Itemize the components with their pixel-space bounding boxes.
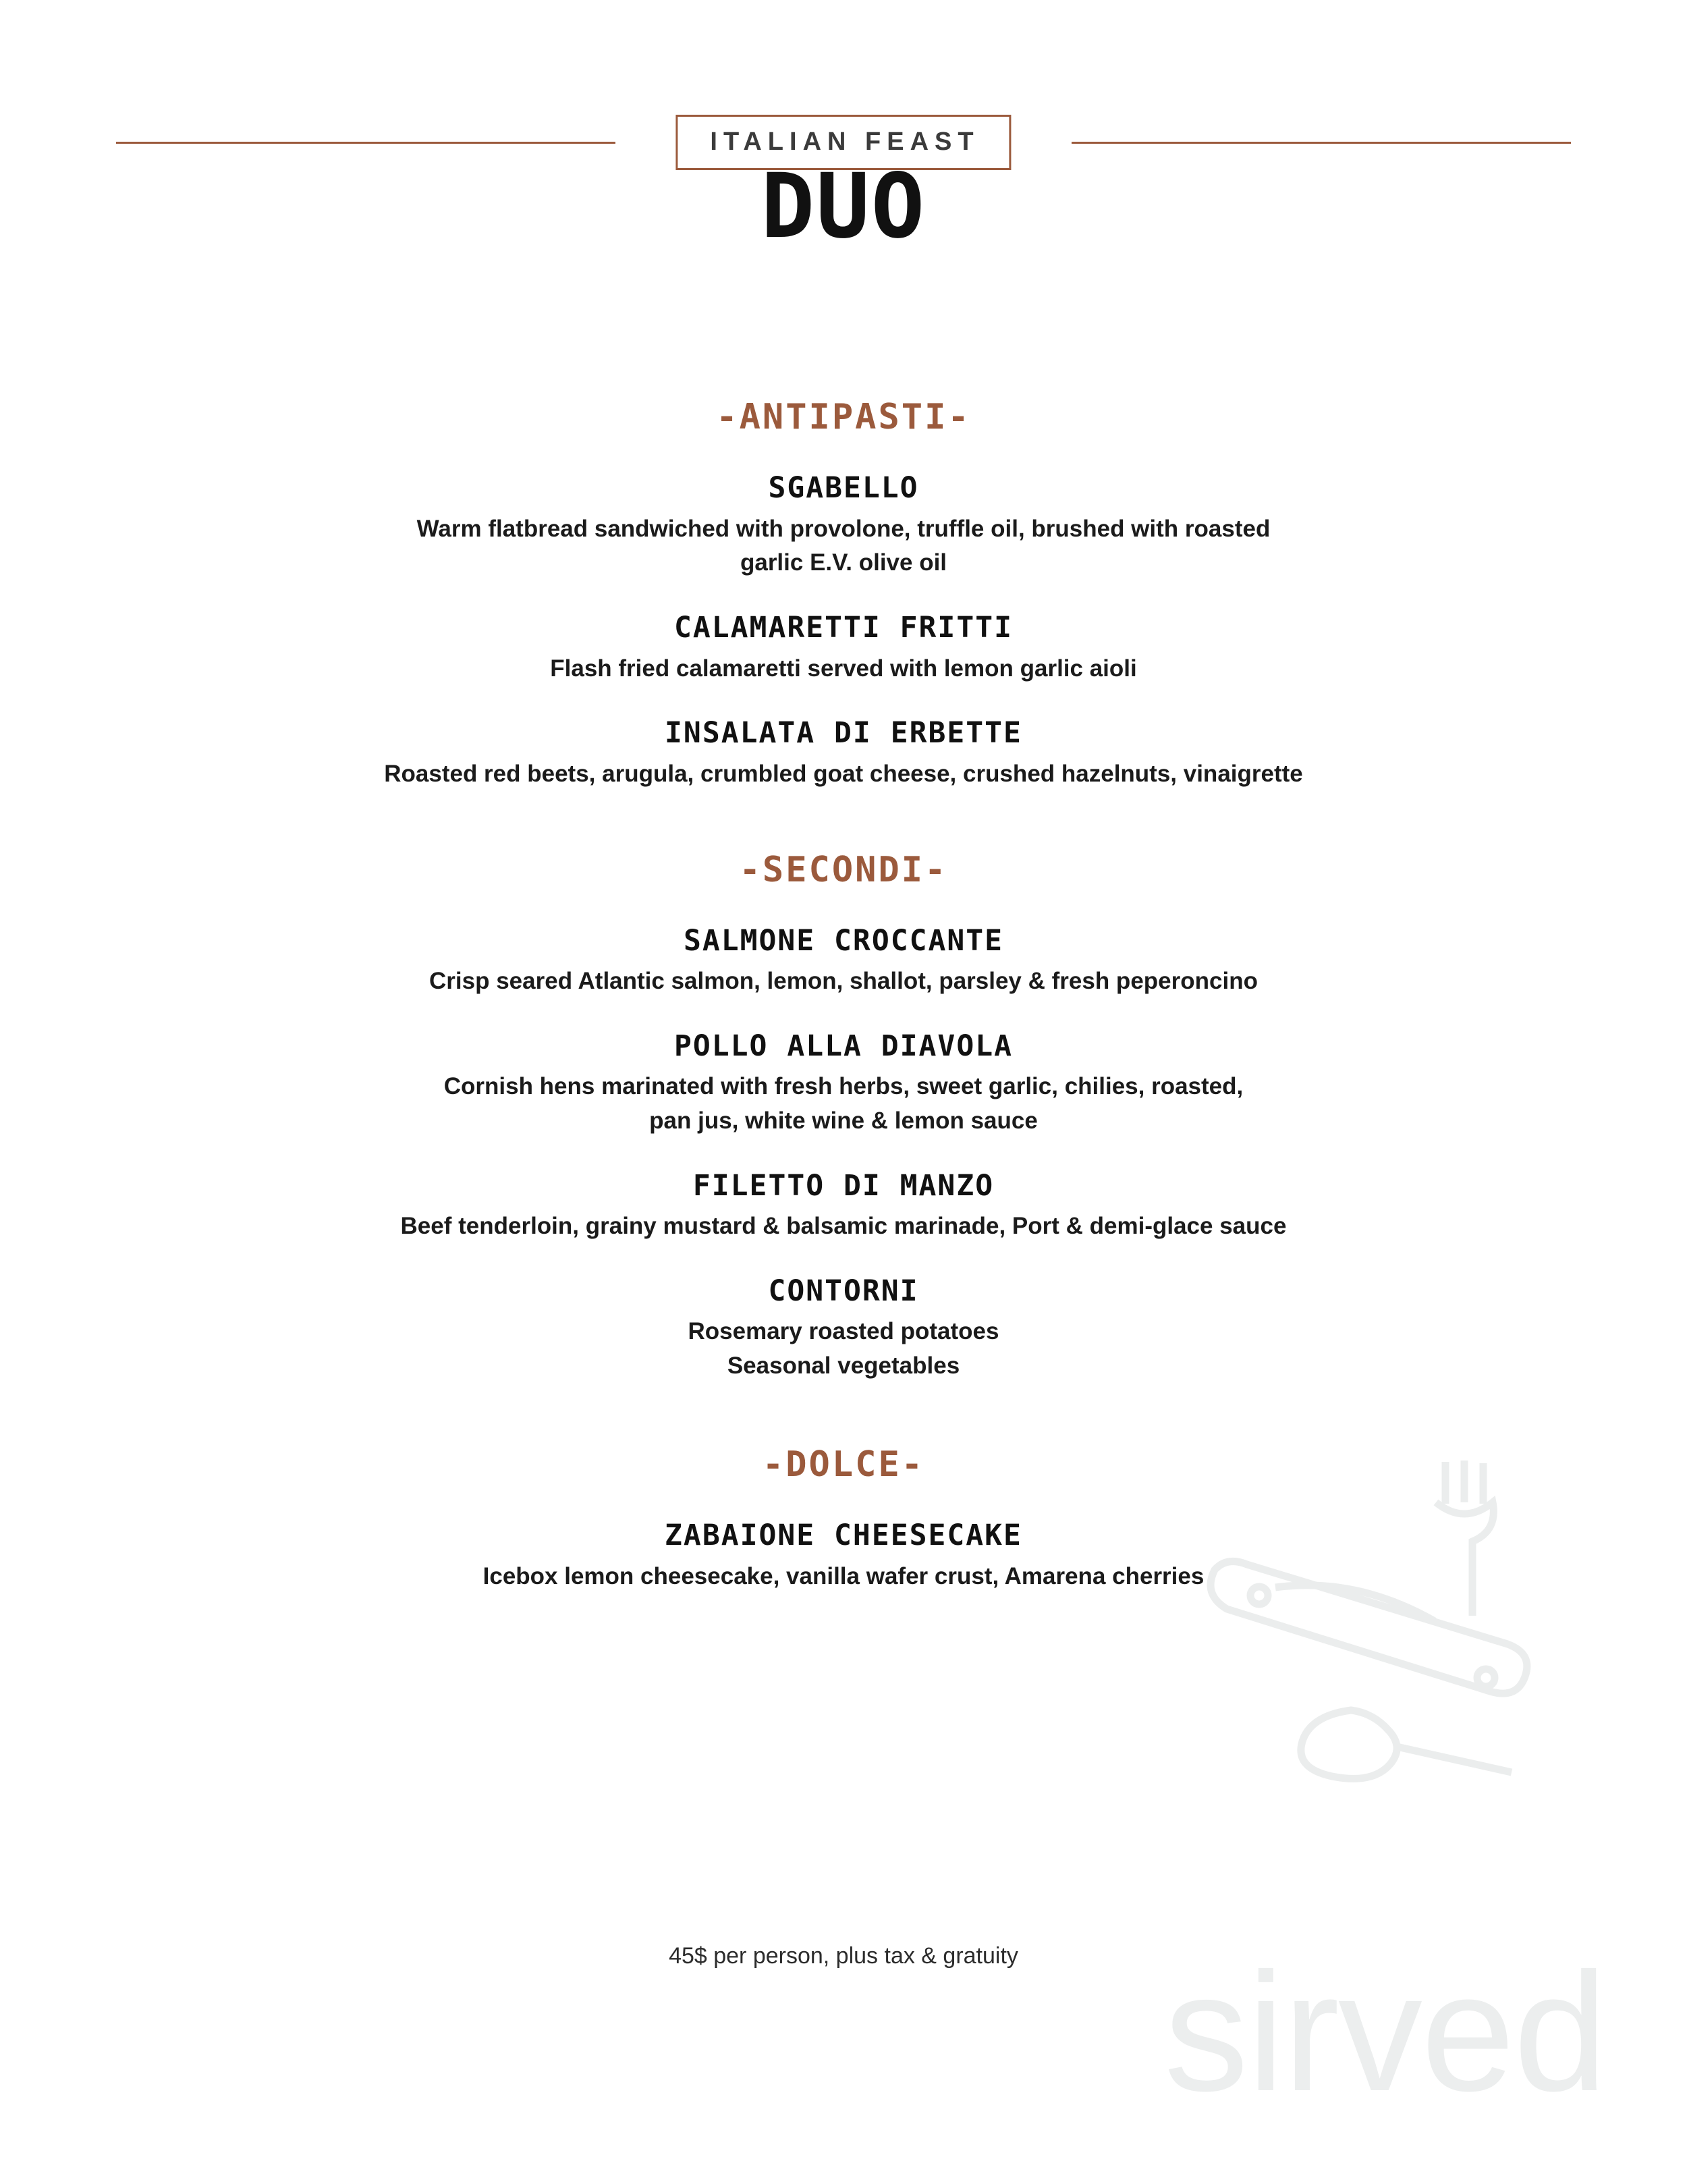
- divider-line-left: [116, 142, 615, 144]
- menu-item-description-line: Seasonal vegetables: [727, 1353, 960, 1380]
- menu-item: [0, 1519, 1687, 1593]
- menu-content: [0, 378, 1687, 1593]
- menu-item-description: [0, 964, 1687, 999]
- menu-item: [0, 925, 1687, 999]
- menu-item-description: [0, 757, 1687, 792]
- menu-item-name: CALAMARETTI FRITTI: [674, 611, 1013, 645]
- menu-item-description: [0, 1315, 1687, 1384]
- menu-item-description: [0, 1070, 1687, 1139]
- menu-item-description: [0, 1560, 1687, 1594]
- menu-item-description-line: Cornish hens marinated with fresh herbs, sweet garlic, chilies, roasted,: [443, 1073, 1244, 1100]
- menu-item-description-line: Beef tenderloin, grainy mustard & balsamic marinade, Port & demi-glace sauce: [400, 1213, 1287, 1240]
- menu-item-name: FILETTO DI MANZO: [692, 1168, 995, 1203]
- menu-item-description-line: pan jus, white wine & lemon sauce: [649, 1108, 1038, 1135]
- sirved-watermark: sirved: [1164, 1938, 1606, 2126]
- menu-item: [0, 472, 1687, 580]
- divider-line-right: [1072, 142, 1571, 144]
- menu-item-name: SGABELLO: [768, 471, 919, 506]
- section-heading-secondi: -SECONDI-: [739, 849, 948, 890]
- menu-item: [0, 717, 1687, 791]
- menu-item-description-line: Flash fried calamaretti served with lemon garlic aioli: [550, 655, 1137, 682]
- menu-item: [0, 1030, 1687, 1139]
- menu-item-name: POLLO ALLA DIAVOLA: [674, 1029, 1013, 1063]
- section-heading-dolce: -DOLCE-: [762, 1444, 925, 1485]
- menu-item-name: INSALATA DI ERBETTE: [665, 716, 1022, 750]
- menu-item-description-line: Roasted red beets, arugula, crumbled goat cheese, crushed hazelnuts, vinaigrette: [384, 760, 1303, 787]
- section-heading-antipasti: -ANTIPASTI-: [716, 397, 971, 437]
- price-note: 45$ per person, plus tax & gratuity: [669, 1943, 1018, 1969]
- menu-item-description-line: Warm flatbread sandwiched with provolone, truffle oil, brushed with roasted: [416, 515, 1271, 542]
- menu-item-description-line: Rosemary roasted potatoes: [688, 1318, 999, 1345]
- menu-item-description: [0, 512, 1687, 581]
- menu-item: [0, 611, 1687, 686]
- italian-feast-label: ITALIAN FEAST: [710, 128, 980, 156]
- menu-item-description: [0, 1209, 1687, 1244]
- page-title: DUO: [760, 155, 927, 258]
- menu-item-description-line: Crisp seared Atlantic salmon, lemon, shallot, parsley & fresh peperoncino: [429, 968, 1258, 995]
- menu-item: [0, 1275, 1687, 1384]
- menu-item-name: SALMONE CROCCANTE: [683, 923, 1004, 958]
- menu-item-description: [0, 652, 1687, 686]
- menu-item-description-line: garlic E.V. olive oil: [740, 549, 947, 576]
- menu-item-description-line: Icebox lemon cheesecake, vanilla wafer crust, Amarena cherries: [482, 1562, 1205, 1589]
- menu-item-name: ZABAIONE CHEESECAKE: [665, 1519, 1022, 1553]
- menu-item-name: CONTORNI: [768, 1274, 919, 1308]
- menu-item: [0, 1170, 1687, 1244]
